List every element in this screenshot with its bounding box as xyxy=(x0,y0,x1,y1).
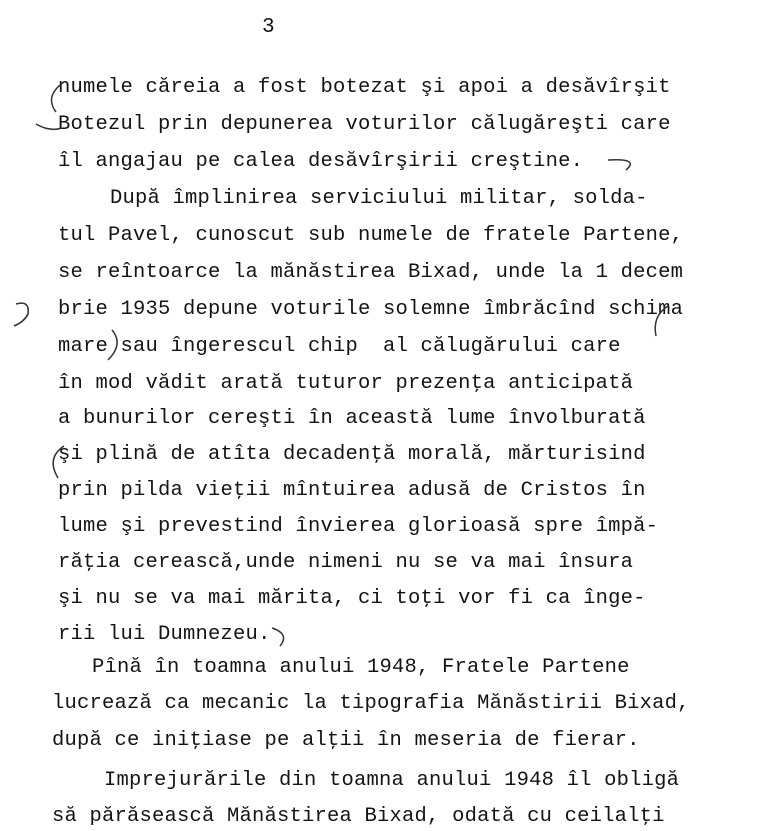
text-line: Pînă în toamna anului 1948, Fratele Partene xyxy=(92,656,630,679)
text-line: şi plină de atîta decadenţă morală, mărturisind xyxy=(58,443,646,466)
text-line: brie 1935 depune voturile solemne îmbrăcînd schima xyxy=(58,298,684,321)
text-line: mare sau îngerescul chip al călugărului care xyxy=(58,335,621,358)
text-line: a bunurilor cereşti în această lume învolburată xyxy=(58,407,646,430)
text-line: rii lui Dumnezeu. xyxy=(58,623,271,646)
text-line: să părăsească Mănăstirea Bixad, odată cu ceilalţi xyxy=(52,805,665,828)
text-line: lume şi prevestind învierea glorioasă spre împă- xyxy=(58,515,659,538)
text-line: răţia cerească,unde nimeni nu se va mai însura xyxy=(58,551,634,574)
text-line: după ce iniţiase pe alţii în meseria de fierar. xyxy=(52,729,640,752)
text-line: După împlinirea serviciului militar, solda- xyxy=(110,187,648,210)
text-line: îl angajau pe calea desăvîrşirii creştine. xyxy=(58,150,584,173)
text-line: tul Pavel, cunoscut sub numele de fratele Partene, xyxy=(58,224,684,247)
text-line: şi nu se va mai mărita, ci toţi vor fi ca înge- xyxy=(58,587,646,610)
text-line: lucrează ca mecanic la tipografia Mănăstirii Bixad, xyxy=(52,692,690,715)
text-line: Botezul prin depunerea voturilor călugăreşti care xyxy=(58,113,671,136)
text-line: se reîntoarce la mănăstirea Bixad, unde la 1 decem xyxy=(58,261,684,284)
text-line: în mod vădit arată tuturor prezenţa anticipată xyxy=(58,372,634,395)
bracket-mark xyxy=(272,628,284,646)
text-line: prin pilda vieţii mîntuirea adusă de Cristos în xyxy=(58,479,646,502)
text-line: numele căreia a fost botezat şi apoi a desăvîrşit xyxy=(58,76,671,99)
text-line: Imprejurările din toamna anului 1948 îl obligă xyxy=(104,769,680,792)
page-number: 3 xyxy=(262,16,275,39)
bracket-mark xyxy=(608,160,630,170)
question-mark xyxy=(14,303,28,326)
